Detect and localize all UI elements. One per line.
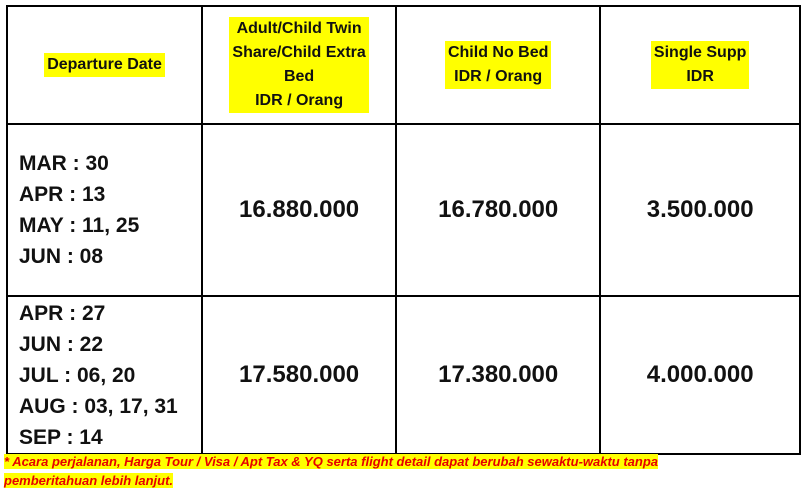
- single-supp-price: 4.000.000: [600, 296, 800, 454]
- header-adult-twin-share: [202, 6, 396, 124]
- departure-date: MAY : 11, 25: [19, 214, 140, 237]
- child-no-bed-price: 17.380.000: [396, 296, 600, 454]
- departure-date: SEP : 14: [19, 425, 103, 449]
- adult-twin-price: 17.580.000: [202, 296, 396, 454]
- adult-twin-price: 16.880.000: [202, 124, 396, 296]
- departure-date: JUN : 22: [19, 332, 104, 356]
- single-supp-price: 3.500.000: [600, 124, 800, 296]
- departure-dates-cell: [7, 124, 202, 296]
- departure-date: AUG : 03, 17, 31: [19, 394, 178, 418]
- disclaimer-line-2: pemberitahuan lebih lanjut.: [4, 473, 174, 488]
- header-departure-date: [7, 6, 202, 124]
- departure-date: JUN : 08: [19, 245, 104, 268]
- departure-date: APR : 27: [19, 301, 106, 325]
- departure-date: MAR : 30: [19, 152, 109, 175]
- table-row: [7, 124, 800, 296]
- table-header-row: [7, 6, 800, 124]
- header-child-no-bed: [396, 6, 600, 124]
- header-single-supp: [600, 6, 800, 124]
- disclaimer-line-1: * Acara perjalanan, Harga Tour / Visa / Apt Tax & YQ serta flight detail dapat berubah sewaktu-waktu tanpa: [4, 454, 659, 469]
- price-table: [6, 5, 801, 455]
- header-adult-twin-share-label: Adult/Child Twin Share/Child Extra Bed IDR / Orang: [229, 17, 368, 113]
- header-departure-date-label: Departure Date: [44, 53, 165, 77]
- departure-date: JUL : 06, 20: [19, 363, 136, 387]
- child-no-bed-price: 16.780.000: [396, 124, 600, 296]
- disclaimer-footnote: [4, 452, 803, 490]
- header-child-no-bed-label: Child No Bed IDR / Orang: [445, 41, 551, 89]
- table-row: [7, 296, 800, 454]
- departure-dates-cell: [7, 296, 202, 454]
- departure-date: APR : 13: [19, 183, 106, 206]
- header-single-supp-label: Single Supp IDR: [651, 41, 749, 89]
